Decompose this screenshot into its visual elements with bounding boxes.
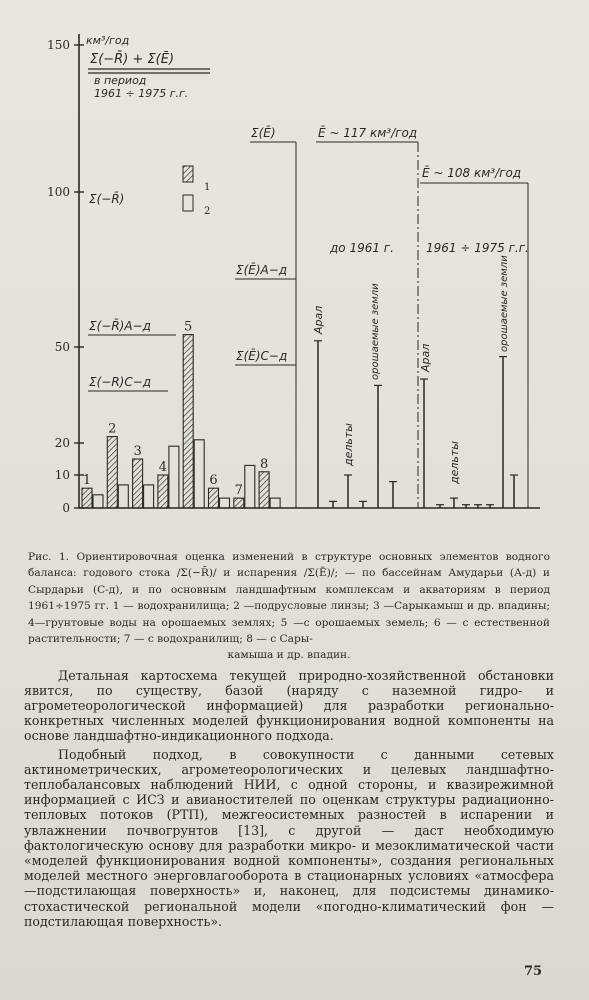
bar-group-label-6: 6: [209, 473, 218, 489]
bar-3-series-1: [133, 459, 143, 508]
sum-e-ad-label: Σ(Ē)А−д: [236, 263, 288, 277]
before-1961-label: до 1961 г.: [330, 241, 394, 255]
bar-group-label-7: 7: [234, 483, 243, 499]
y-axis-unit: км³/год: [86, 34, 130, 47]
bar-3-series-2: [144, 485, 154, 508]
caption-text: Рис. 1. Ориентировочная оценка изменений в структуре основных элементов водного баланса: годового стока /Σ(−R̄)/ и испарения /Σ(Ē)/; — по бассейнам Амударьи (А-д) и Сырдарьи (С-д), и по основным ландшафтным комплексам и акваториям в период 1961÷1975 гг. 1 — водохранилища; 2 —подрусловые линзы; 3 —Сарыкамыш и др. впадины; 4—грунтовые воды на орошаемых землях; 5 —с орошаемых земель; 6 — с естественной растительности; 7 — с водохранилищ; 8 — с Сары-: [28, 551, 550, 646]
bar-group-label-2: 2: [108, 421, 117, 437]
sum-period-years: 1961 ÷ 1975 г.г.: [94, 87, 189, 100]
minus-r-sd-label: Σ(−R)С−д: [89, 375, 152, 389]
bar-1-series-2: [93, 495, 103, 508]
y-tick-label-3: 50: [54, 340, 70, 354]
aral-label-1: Арал: [312, 305, 325, 334]
bar-1-series-1: [82, 488, 92, 508]
period-1961-1975-label: 1961 ÷ 1975 г.г.: [426, 241, 529, 255]
deltas-label-2: дельты: [448, 441, 461, 484]
bar-2-series-2: [118, 485, 128, 508]
bar-6-series-2: [220, 498, 230, 508]
sum-period-label: в период: [94, 74, 147, 87]
bar-8-series-2: [270, 498, 280, 508]
caption-last-line: камыша и др. впадин.: [227, 649, 351, 662]
bar-5-series-1: [183, 335, 193, 508]
body-paragraph-1: Детальная картосхема текущей природно-хозяйственной обстановки явится, по существу, базой (наряду с наземной гидро- и агрометеорологической информацией) для разработки регионально-конкретных численных моделей функционирования водной компоненты на основе ландшафтно-индикационного подхода.: [24, 667, 554, 744]
bar-4-series-1: [158, 475, 168, 508]
bar-4-series-2: [169, 446, 179, 508]
e-117-label: Ē ~ 117 км³/год: [318, 126, 418, 140]
irrigated-label-1: орошаемые земли: [370, 283, 381, 380]
bar-7-series-2: [245, 465, 255, 508]
irrigated-label-2: орошаемые земли: [499, 255, 510, 352]
sum-e-sd-label: Σ(Ē)С−д: [236, 349, 288, 363]
bar-7-series-1: [234, 498, 244, 508]
bar-2-series-1: [107, 437, 117, 508]
legend-swatch-hatched: [183, 166, 193, 182]
y-tick-label-2: 20: [54, 436, 70, 450]
bar-5-series-2: [194, 440, 204, 508]
y-tick-label-1: 10: [54, 468, 70, 482]
y-tick-label-5: 150: [47, 38, 70, 52]
deltas-label-1: дельты: [342, 423, 355, 466]
bar-group-label-8: 8: [259, 456, 269, 472]
sum-total-label: Σ(−R̄) + Σ(Ē): [90, 52, 175, 67]
legend-label-2: 2: [204, 206, 211, 217]
aral-label-2: Арал: [419, 343, 432, 372]
bar-groups: [82, 320, 280, 508]
bar-group-label-4: 4: [158, 460, 168, 475]
legend-swatch-open: [183, 195, 193, 211]
minus-r-label: Σ(−R̄): [89, 192, 125, 206]
y-tick-label-4: 100: [47, 185, 70, 199]
body-paragraph-2: Подобный подход, в совокупности с данными сетевых актинометрических, агрометеорологических и целевых ландшафтно-теплобалансовых наблюдений НИИ, с одной стороны, и квазирежимной информацией с ИСЗ и авианостителей по оценкам структуры радиационно-тепловых потоков (РТП), межгеосистемных разностей в испарении и увлажнении почвогрунтов [13], с другой — даст необходимую фактологическую основу для разработки микро- и мезоклиматической части «моделей функционирования водной компоненты», создания региональных моделей местного энерговлагооборота в стационарных условиях «атмосфера—подстилающая поверхность» и, наконец, для подсистемы динамико-стохастической региональной модели «погодно-климатический фон — подстилающая поверхность».: [24, 746, 554, 929]
page-number: 75: [524, 964, 543, 979]
minus-r-ad-label: Σ(−R̄)А−д: [89, 319, 151, 333]
bar-6-series-1: [209, 488, 219, 508]
y-tick-label-0: 0: [62, 501, 70, 515]
bar-group-label-3: 3: [133, 444, 142, 459]
sum-e-label: Σ(Ē): [251, 126, 276, 140]
figure-caption: [28, 549, 550, 664]
bar-group-label-5: 5: [184, 319, 193, 335]
legend-label-1: 1: [204, 182, 211, 193]
bar-group-label-1: 1: [82, 473, 92, 489]
e-108-label: Ē ~ 108 км³/год: [422, 166, 522, 180]
bar-8-series-1: [259, 472, 269, 508]
